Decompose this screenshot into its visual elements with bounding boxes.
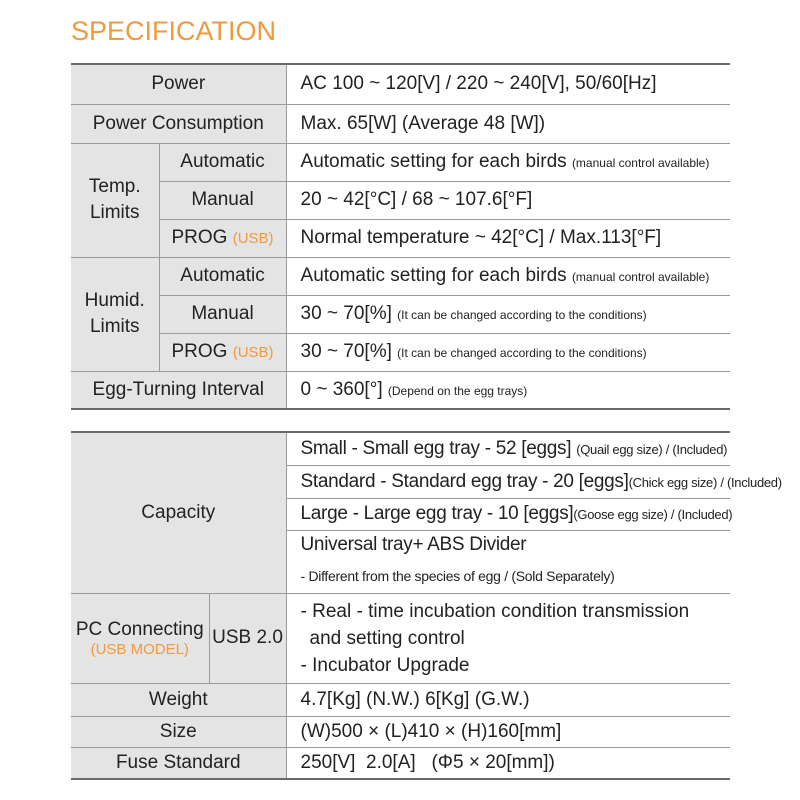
spec-row-humid-prog	[71, 333, 730, 371]
humid-auto-value	[286, 257, 730, 295]
fuse-value: 250[V] 2.0[A] (Φ5 × 20[mm])	[286, 747, 730, 779]
humid-prog-text: PROG	[171, 341, 228, 362]
weight-label: Weight	[71, 683, 286, 716]
pc-line1: - Real - time incubation condition transmission	[300, 600, 690, 622]
capacity-label: Capacity	[71, 432, 286, 593]
temp-label-line2: Limits	[89, 202, 140, 223]
spec-table-physical	[71, 431, 782, 780]
capacity-small-note: (Quail egg size) / (Included)	[576, 441, 728, 457]
pc-usb-version: USB 2.0	[209, 593, 286, 683]
humid-prog-note: (It can be changed according to the conditions)	[397, 346, 647, 360]
pc-usb-model: (USB MODEL)	[90, 640, 189, 658]
humid-auto-label: Automatic	[159, 257, 286, 295]
temp-auto-value	[286, 143, 730, 181]
capacity-standard-text: Standard - Standard egg tray - 20 [eggs]	[300, 470, 629, 492]
weight-value: 4.7[Kg] (N.W.) 6[Kg] (G.W.)	[286, 683, 730, 716]
temp-manual-value: 20 ~ 42[°C] / 68 ~ 107.6[°F]	[286, 181, 730, 219]
power-value: AC 100 ~ 120[V] / 220 ~ 240[V], 50/60[Hz]	[286, 64, 730, 104]
humid-auto-text: Automatic setting for each birds	[300, 265, 567, 286]
humid-label-line1: Humid.	[84, 290, 145, 311]
spec-row-temp-auto	[71, 143, 730, 181]
spec-table-electrical	[71, 63, 730, 410]
egg-turning-value	[286, 371, 730, 409]
humid-prog-text-value: 30 ~ 70[%]	[300, 341, 392, 362]
humid-manual-note: (It can be changed according to the conditions)	[397, 308, 647, 322]
fuse-label: Fuse Standard	[71, 747, 286, 779]
humid-limits-label	[71, 257, 159, 371]
spec-row-fuse	[71, 747, 730, 779]
capacity-large	[286, 498, 733, 530]
capacity-large-note: (Goose egg size) / (Included)	[573, 507, 733, 522]
pc-line2: and setting control	[309, 627, 465, 649]
humid-prog-usb: (USB)	[232, 344, 274, 361]
humid-auto-note: (manual control available)	[571, 270, 710, 284]
capacity-standard-note: (Chick egg size) / (Included)	[628, 474, 782, 490]
spec-row-consumption	[71, 104, 730, 143]
capacity-standard	[286, 465, 782, 498]
humid-manual-label: Manual	[159, 295, 286, 333]
power-label: Power	[71, 64, 286, 104]
humid-prog-label	[159, 333, 286, 371]
page-title: SPECIFICATION	[71, 16, 277, 46]
capacity-universal-note	[286, 560, 730, 593]
consumption-value: Max. 65[W] (Average 48 [W])	[286, 104, 730, 143]
spec-row-temp-manual	[71, 181, 730, 219]
size-value: (W)500 × (L)410 × (H)160[mm]	[286, 716, 730, 747]
temp-auto-label: Automatic	[159, 143, 286, 181]
temp-prog-usb: (USB)	[232, 230, 274, 247]
temp-auto-text: Automatic setting for each birds	[300, 151, 567, 172]
capacity-small	[286, 432, 730, 465]
temp-prog-label	[159, 219, 286, 257]
pc-line3: - Incubator Upgrade	[300, 654, 470, 676]
capacity-universal: Universal tray+ ABS Divider	[286, 530, 730, 560]
pc-label-text: PC Connecting	[75, 618, 204, 640]
temp-prog-text: PROG	[171, 227, 228, 248]
capacity-small-text: Small - Small egg tray - 52 [eggs]	[300, 437, 572, 459]
consumption-label: Power Consumption	[71, 104, 286, 143]
egg-turning-label: Egg-Turning Interval	[71, 371, 286, 409]
capacity-universal-note-text: - Different from the species of egg / (Sold Separately)	[300, 568, 615, 585]
humid-prog-value	[286, 333, 730, 371]
pc-label	[71, 593, 209, 683]
spec-row-size	[71, 716, 730, 747]
spec-row-egg-turning	[71, 371, 730, 409]
size-label: Size	[71, 716, 286, 747]
spec-row-pc	[71, 593, 730, 683]
humid-manual-text: 30 ~ 70[%]	[300, 303, 392, 324]
spec-row-humid-manual	[71, 295, 730, 333]
egg-turning-note: (Depend on the egg trays)	[387, 383, 528, 398]
temp-prog-value: Normal temperature ~ 42[°C] / Max.113[°F]	[286, 219, 730, 257]
egg-turning-text: 0 ~ 360[°]	[300, 378, 383, 400]
temp-manual-label: Manual	[159, 181, 286, 219]
temp-limits-label	[71, 143, 159, 257]
temp-auto-note: (manual control available)	[571, 156, 710, 170]
spec-row-weight	[71, 683, 730, 716]
pc-value	[286, 593, 730, 683]
spec-row-power	[71, 64, 730, 104]
spec-row-humid-auto	[71, 257, 730, 295]
capacity-row-small	[71, 432, 730, 465]
humid-manual-value	[286, 295, 730, 333]
capacity-large-text: Large - Large egg tray - 10 [eggs]	[300, 503, 574, 524]
temp-label-line1: Temp.	[88, 176, 141, 197]
spec-row-temp-prog	[71, 219, 730, 257]
humid-label-line2: Limits	[89, 316, 140, 337]
